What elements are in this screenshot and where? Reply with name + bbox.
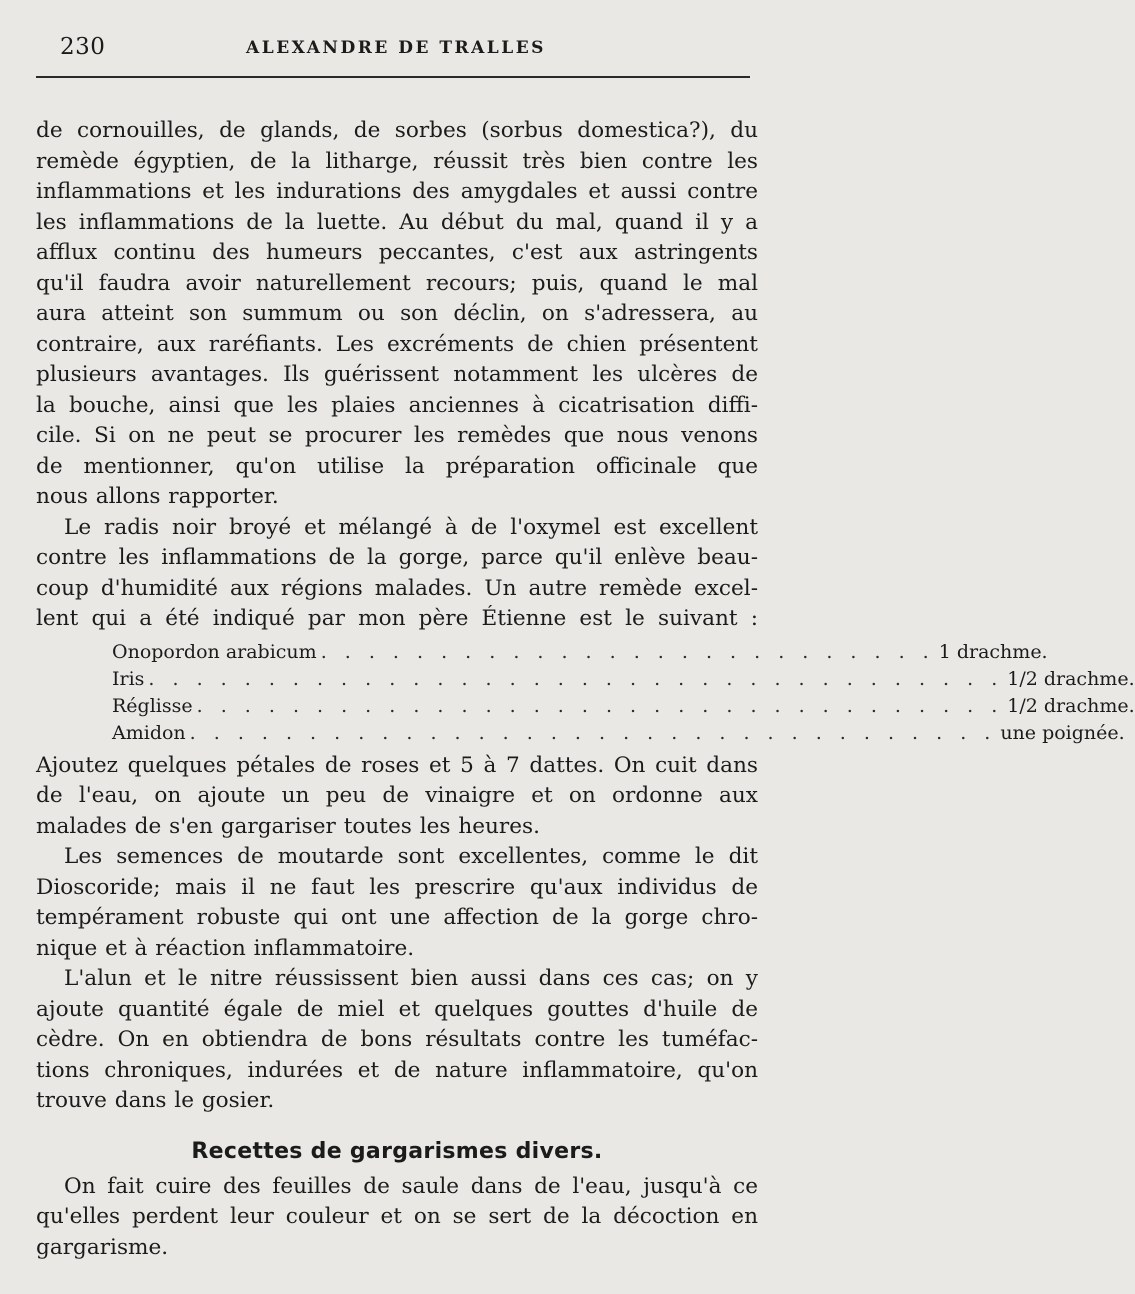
- running-head: ALEXANDRE DE TRALLES: [246, 38, 546, 58]
- text-line: les inflammations de la luette. Au début du mal, quand il y a: [36, 209, 758, 235]
- dot-leader: . . . . . . . . . . . . . . . . . . . . . . . . . . . . . . . . . .: [189, 721, 997, 744]
- text-line: On fait cuire des feuilles de saule dans de l'eau, jusqu'à ce: [64, 1173, 758, 1199]
- text-line: ajoute quantité égale de miel et quelques gouttes d'huile de: [36, 996, 758, 1022]
- paragraph-5: [36, 964, 758, 1117]
- text-line: plusieurs avantages. Ils guérissent notamment les ulcères de: [36, 362, 758, 387]
- recipe-ingredient: Onopordon arabicum: [112, 640, 317, 663]
- text-line: Les semences de moutarde sont excellentes, comme le dit: [64, 844, 758, 869]
- text-line: de l'eau, on ajoute un peu de vinaigre et on ordonne aux: [36, 783, 758, 808]
- text-line: L'alun et le nitre réussissent bien aussi dans ces cas; on y: [64, 966, 758, 991]
- text-line: aura atteint son summum ou son déclin, on s'adressera, au: [36, 301, 758, 326]
- recipe-row: [112, 720, 1125, 747]
- dot-leader: . . . . . . . . . . . . . . . . . . . . . . . . . . . . . . . . . .: [196, 694, 1004, 717]
- text-line: cèdre. On en obtiendra de bons résultats contre les tuméfac-: [36, 1027, 758, 1052]
- recipe-ingredient: Amidon: [112, 721, 186, 744]
- text-line: tempérament robuste qui ont une affection de la gorge chro-: [36, 905, 758, 930]
- page-body: [36, 116, 1135, 1263]
- text-line: contraire, aux raréfiants. Les excréments de chien présentent: [36, 331, 758, 357]
- recipe-row: [112, 693, 1135, 720]
- text-line: nous allons rapporter.: [36, 484, 279, 509]
- recipe-ingredient: Iris: [112, 667, 145, 690]
- text-line: gargarisme.: [36, 1234, 169, 1260]
- text-line: tions chroniques, indurées et de nature inflammatoire, qu'on: [36, 1057, 758, 1083]
- text-line: Ajoutez quelques pétales de roses et 5 à 7 dattes. On cuit dans: [36, 752, 758, 778]
- recipe-quantity: 1 drachme.: [938, 640, 1048, 663]
- paragraph-6: [36, 1172, 758, 1264]
- paragraph-1: [36, 116, 758, 513]
- dot-leader: . . . . . . . . . . . . . . . . . . . . . . . . . . . . . . . . . . . .: [148, 667, 1004, 690]
- paragraph-3: [36, 751, 758, 843]
- recipe-list: [112, 639, 1135, 747]
- text-line: remède égyptien, de la litharge, réussit très bien contre les: [36, 148, 758, 174]
- text-line: nique et à réaction inflammatoire.: [36, 935, 415, 961]
- text-line: Le radis noir broyé et mélangé à de l'oxymel est excellent: [64, 514, 758, 540]
- text-line: de cornouilles, de glands, de sorbes (sorbus domestica?), du: [36, 118, 758, 143]
- text-line: lent qui a été indiqué par mon père Étienne est le suivant :: [36, 606, 758, 631]
- recipe-quantity: une poignée.: [1000, 721, 1125, 744]
- recipe-quantity: 1/2 drachme.: [1007, 694, 1135, 717]
- recipe-quantity: 1/2 drachme.: [1007, 667, 1135, 690]
- text-line: inflammations et les indurations des amygdales et aussi contre: [36, 179, 758, 204]
- section-heading: Recettes de gargarismes divers.: [191, 1138, 603, 1164]
- header-rule: [36, 76, 750, 78]
- text-line: la bouche, ainsi que les plaies anciennes à cicatrisation diffi-: [36, 392, 758, 418]
- text-line: malades de s'en gargariser toutes les heures.: [36, 813, 540, 839]
- text-line: coup d'humidité aux régions malades. Un autre remède excel-: [36, 575, 758, 601]
- recipe-row: [112, 639, 1048, 666]
- text-line: qu'elles perdent leur couleur et on se sert de la décoction en: [36, 1204, 758, 1229]
- paragraph-4: [36, 842, 758, 964]
- text-line: de mentionner, qu'on utilise la préparation officinale que: [36, 453, 758, 479]
- text-line: cile. Si on ne peut se procurer les remèdes que nous venons: [36, 423, 758, 448]
- text-line: contre les inflammations de la gorge, parce qu'il enlève beau-: [36, 545, 758, 570]
- text-line: qu'il faudra avoir naturellement recours; puis, quand le mal: [36, 270, 758, 296]
- recipe-ingredient: Réglisse: [112, 694, 193, 717]
- page-header: [36, 34, 756, 74]
- recipe-row: [112, 666, 1135, 693]
- paragraph-2: [36, 513, 758, 635]
- page-number: 230: [60, 34, 106, 60]
- text-line: trouve dans le gosier.: [36, 1088, 275, 1113]
- text-line: Dioscoride; mais il ne faut les prescrire qu'aux individus de: [36, 874, 758, 900]
- dot-leader: . . . . . . . . . . . . . . . . . . . . . . . . . .: [320, 640, 935, 663]
- text-line: afflux continu des humeurs peccantes, c'est aux astringents: [36, 240, 758, 265]
